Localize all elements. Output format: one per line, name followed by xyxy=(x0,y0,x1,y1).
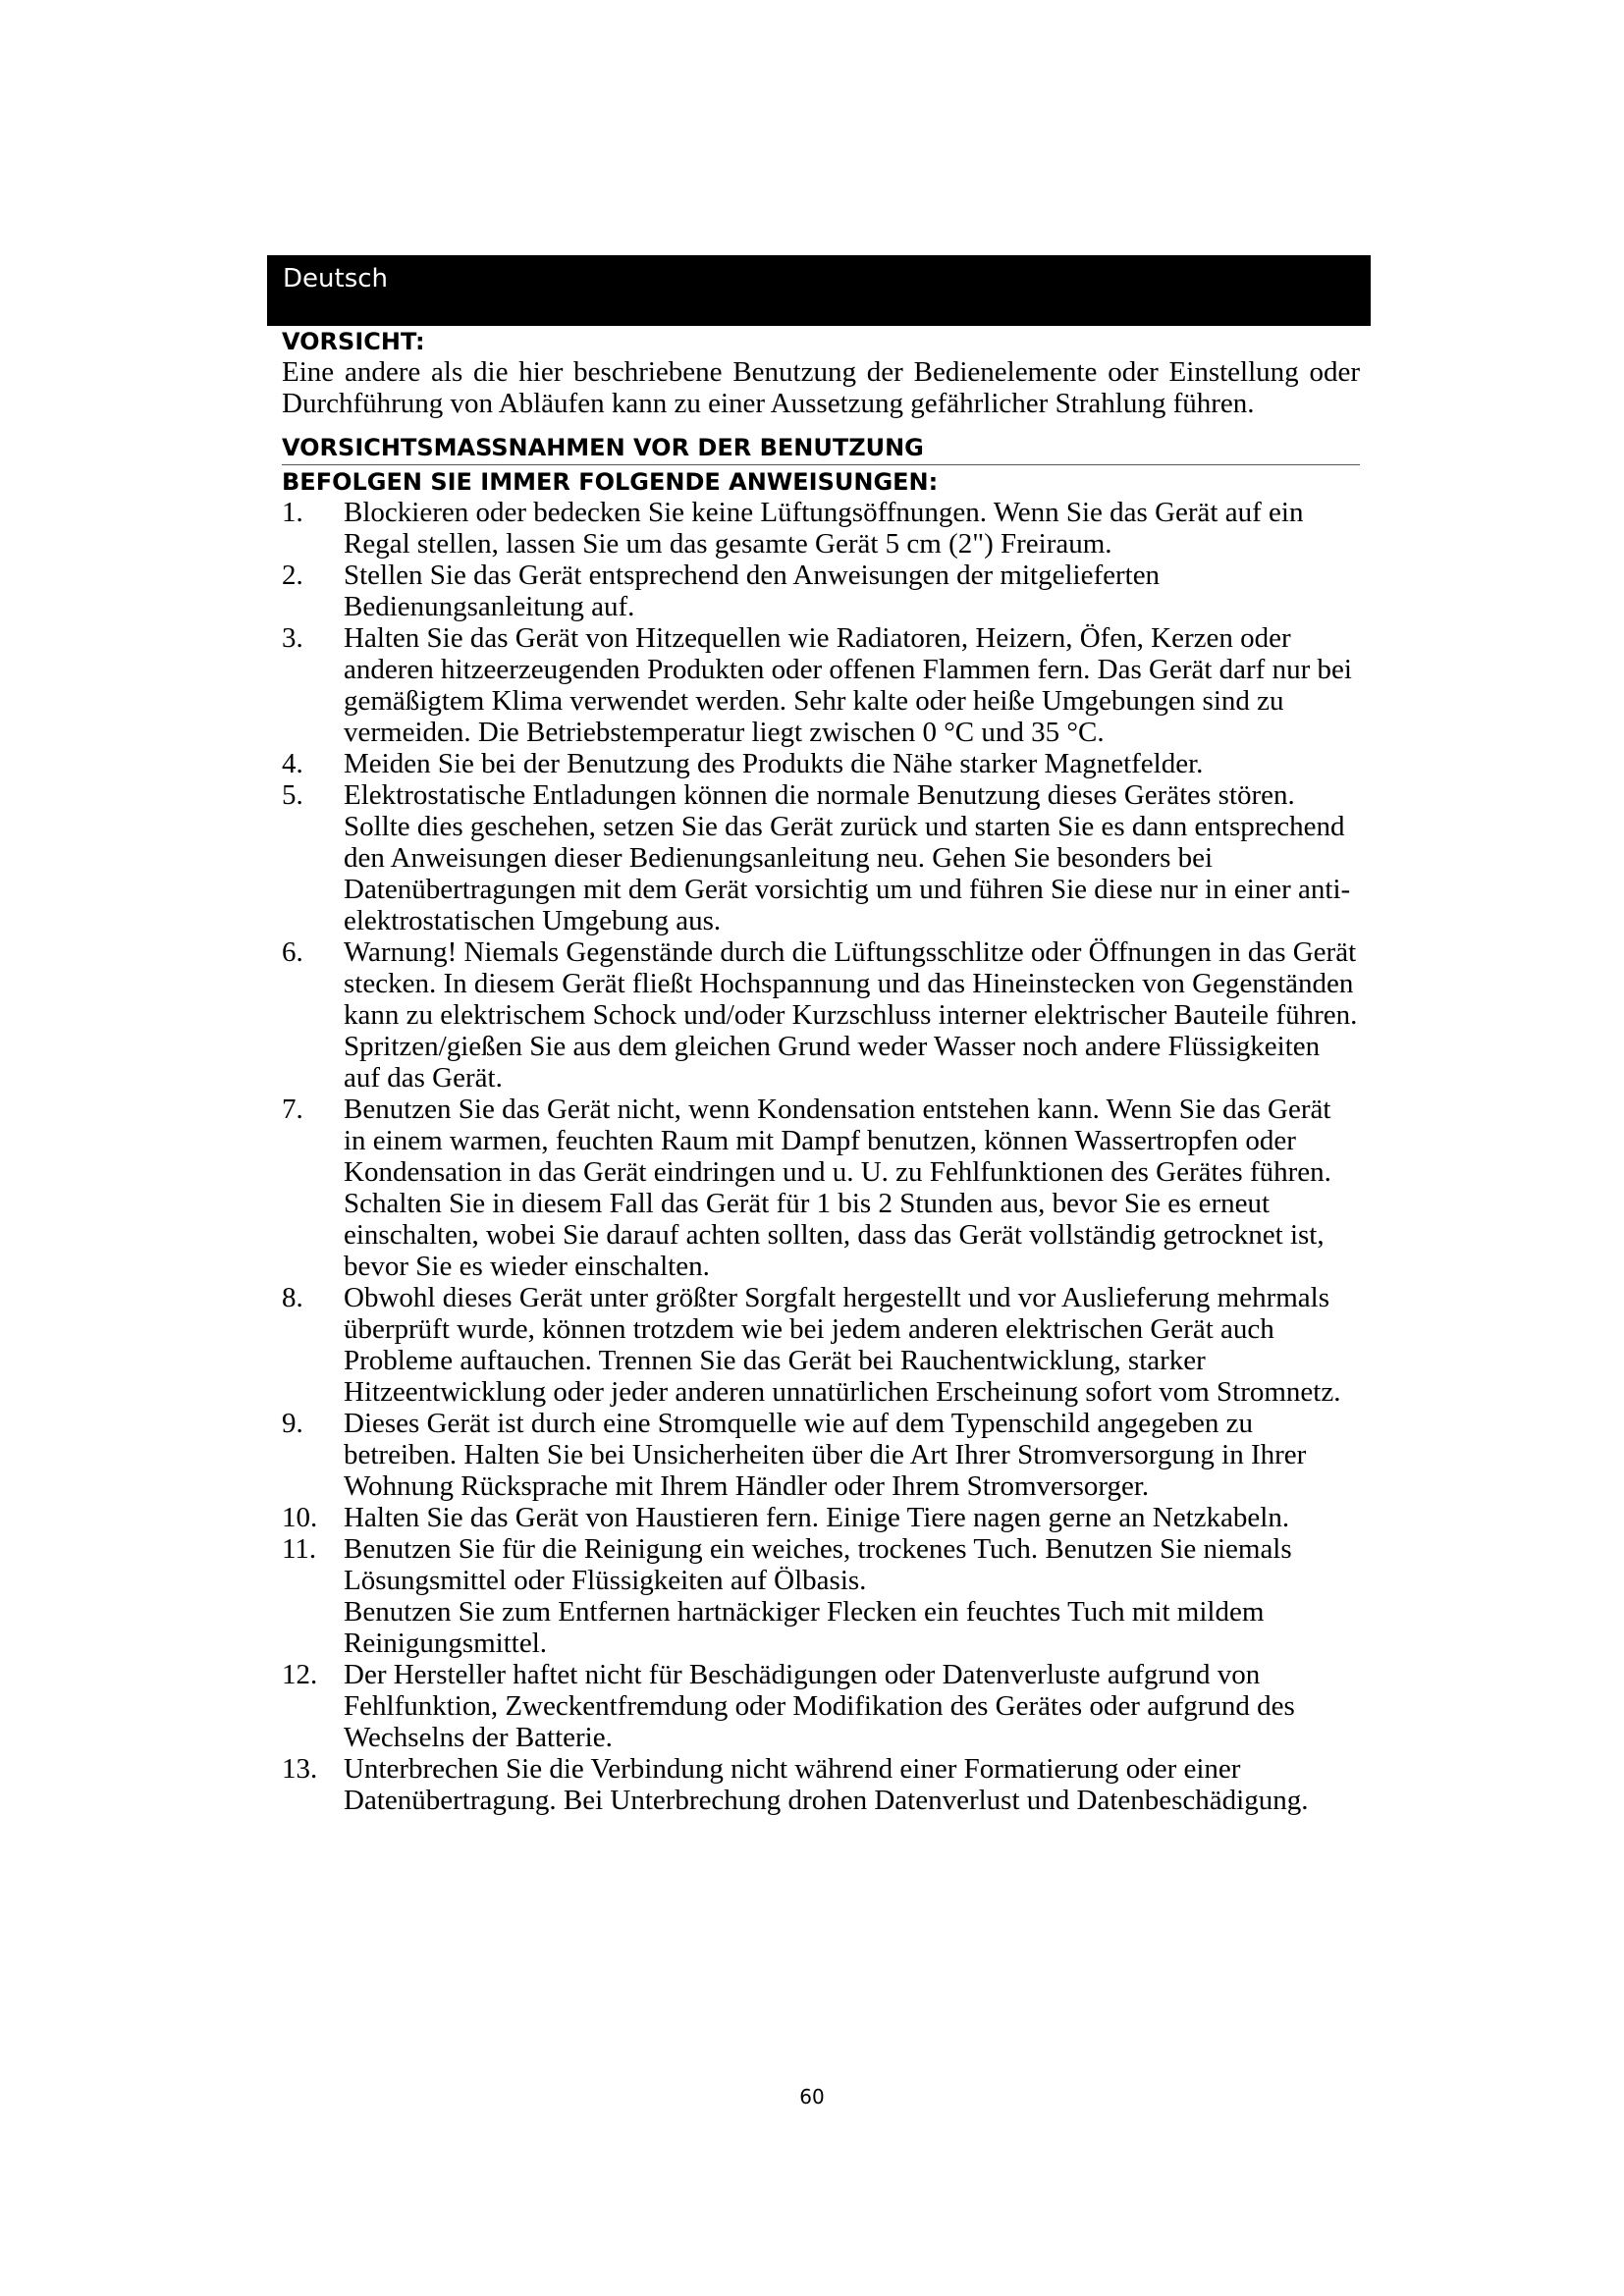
list-item xyxy=(282,779,1360,936)
item-number: 1. xyxy=(282,497,303,528)
caution-text: Eine andere als die hier beschriebene Benutzung der Bedienelemente oder Einstellung oder Durchführung von Abläufen kann zu einer Aussetzung gefährlicher Strahlung führen. xyxy=(282,356,1360,419)
item-text: Benutzen Sie das Gerät nicht, wenn Kondensation entstehen kann. Wenn Sie das Gerät in einem warmen, feuchten Raum mit Dampf benutzen, können Wassertropfen oder Kondensation in das Gerät eindringen und u. U. zu Fehlfunktionen des Gerätes führen. Schalten Sie in diesem Fall das Gerät für 1 bis 2 Stunden aus, bevor Sie es erneut einschalten, wobei Sie darauf achten sollten, dass das Gerät vollständig getrocknet ist, bevor Sie es wieder einschalten. xyxy=(344,1094,1331,1282)
item-text: Unterbrechen Sie die Verbindung nicht während einer Formatierung oder einer Datenübertragung. Bei Unterbrechung drohen Datenverlust und Datenbeschädigung. xyxy=(344,1753,1309,1816)
page-number: 60 xyxy=(799,2085,825,2109)
item-text: Blockieren oder bedecken Sie keine Lüftungsöffnungen. Wenn Sie das Gerät auf ein Regal stellen, lassen Sie um das gesamte Gerät 5 cm (2") Freiraum. xyxy=(344,497,1304,560)
item-number: 13. xyxy=(282,1753,318,1785)
item-text: Meiden Sie bei der Benutzung des Produkts die Nähe starker Magnetfelder. xyxy=(344,748,1204,779)
caution-label: VORSICHT: xyxy=(282,328,425,355)
item-text: Stellen Sie das Gerät entsprechend den Anweisungen der mitgelieferten Bedienungsanleitung auf. xyxy=(344,560,1161,622)
list-item xyxy=(282,497,1360,560)
list-item xyxy=(282,1094,1360,1282)
item-number: 12. xyxy=(282,1659,318,1690)
precautions-title: VORSICHTSMASSNAHMEN VOR DER BENUTZUNG xyxy=(282,433,1360,465)
list-item xyxy=(282,1753,1360,1816)
list-item xyxy=(282,1659,1360,1753)
list-item xyxy=(282,1502,1360,1533)
item-text: Der Hersteller haftet nicht für Beschädigungen oder Datenverluste aufgrund von Fehlfunktion, Zweckentfremdung oder Modifikation des Gerätes oder aufgrund des Wechselns der Batterie. xyxy=(344,1659,1295,1753)
item-number: 9. xyxy=(282,1408,303,1439)
item-number: 3. xyxy=(282,622,303,654)
item-text: Dieses Gerät ist durch eine Stromquelle wie auf dem Typenschild angegeben zu betreiben. Halten Sie bei Unsicherheiten über die Art Ihrer Stromversorgung in Ihrer Wohnung Rücksprache mit Ihrem Händler oder Ihrem Stromversorger. xyxy=(344,1408,1307,1502)
precautions-subtitle: BEFOLGEN SIE IMMER FOLGENDE ANWEISUNGEN: xyxy=(282,468,939,496)
language-label: Deutsch xyxy=(283,264,389,294)
item-number: 2. xyxy=(282,560,303,591)
item-text: Halten Sie das Gerät von Haustieren fern. Einige Tiere nagen gerne an Netzkabeln. xyxy=(344,1502,1290,1533)
item-number: 7. xyxy=(282,1094,303,1125)
list-item xyxy=(282,748,1360,779)
list-item xyxy=(282,936,1360,1094)
list-item xyxy=(282,560,1360,622)
list-item xyxy=(282,1282,1360,1408)
item-text: Halten Sie das Gerät von Hitzequellen wie Radiatoren, Heizern, Öfen, Kerzen oder anderen hitzeerzeugenden Produkten oder offenen Flammen fern. Das Gerät darf nur bei gemäßigtem Klima verwendet werden. Sehr kalte oder heiße Umgebungen sind zu vermeiden. Die Betriebstemperatur liegt zwischen 0 °C und 35 °C. xyxy=(344,622,1352,748)
item-extra-text: Benutzen Sie zum Entfernen hartnäckiger Flecken ein feuchtes Tuch mit mildem Reinigungsmittel. xyxy=(344,1596,1265,1659)
item-number: 5. xyxy=(282,779,303,811)
item-number: 11. xyxy=(282,1533,317,1565)
item-number: 10. xyxy=(282,1502,318,1533)
document-body xyxy=(282,327,1360,1816)
item-text: Obwohl dieses Gerät unter größter Sorgfalt hergestellt und vor Auslieferung mehrmals überprüft wurde, können trotzdem wie bei jedem anderen elektrischen Gerät auch Probleme auftauchen. Trennen Sie das Gerät bei Rauchentwicklung, starker Hitzeentwicklung oder jeder anderen unnatürlichen Erscheinung sofort vom Stromnetz. xyxy=(344,1282,1341,1408)
list-item xyxy=(282,622,1360,748)
item-text: Elektrostatische Entladungen können die normale Benutzung dieses Gerätes stören. Sollte dies geschehen, setzen Sie das Gerät zurück und starten Sie es dann entsprechend den Anweisungen dieser Bedienungsanleitung neu. Gehen Sie besonders bei Datenübertragungen mit dem Gerät vorsichtig um und führen Sie diese nur in einer anti-elektrostatischen Umgebung aus. xyxy=(344,779,1351,936)
list-item xyxy=(282,1408,1360,1502)
item-text: Benutzen Sie für die Reinigung ein weiches, trockenes Tuch. Benutzen Sie niemals Lösungsmittel oder Flüssigkeiten auf Ölbasis. xyxy=(344,1533,1292,1596)
precautions-list xyxy=(282,497,1360,1816)
list-item xyxy=(282,1533,1360,1659)
item-text: Warnung! Niemals Gegenstände durch die Lüftungsschlitze oder Öffnungen in das Gerät stecken. In diesem Gerät fließt Hochspannung und das Hineinstecken von Gegenständen kann zu elektrischem Schock und/oder Kurzschluss interner elektrischer Bauteile führen. Spritzen/gießen Sie aus dem gleichen Grund weder Wasser noch andere Flüssigkeiten auf das Gerät. xyxy=(344,936,1358,1094)
item-number: 4. xyxy=(282,748,303,779)
language-header-bar xyxy=(267,255,1371,326)
item-number: 6. xyxy=(282,936,303,968)
item-number: 8. xyxy=(282,1282,303,1313)
